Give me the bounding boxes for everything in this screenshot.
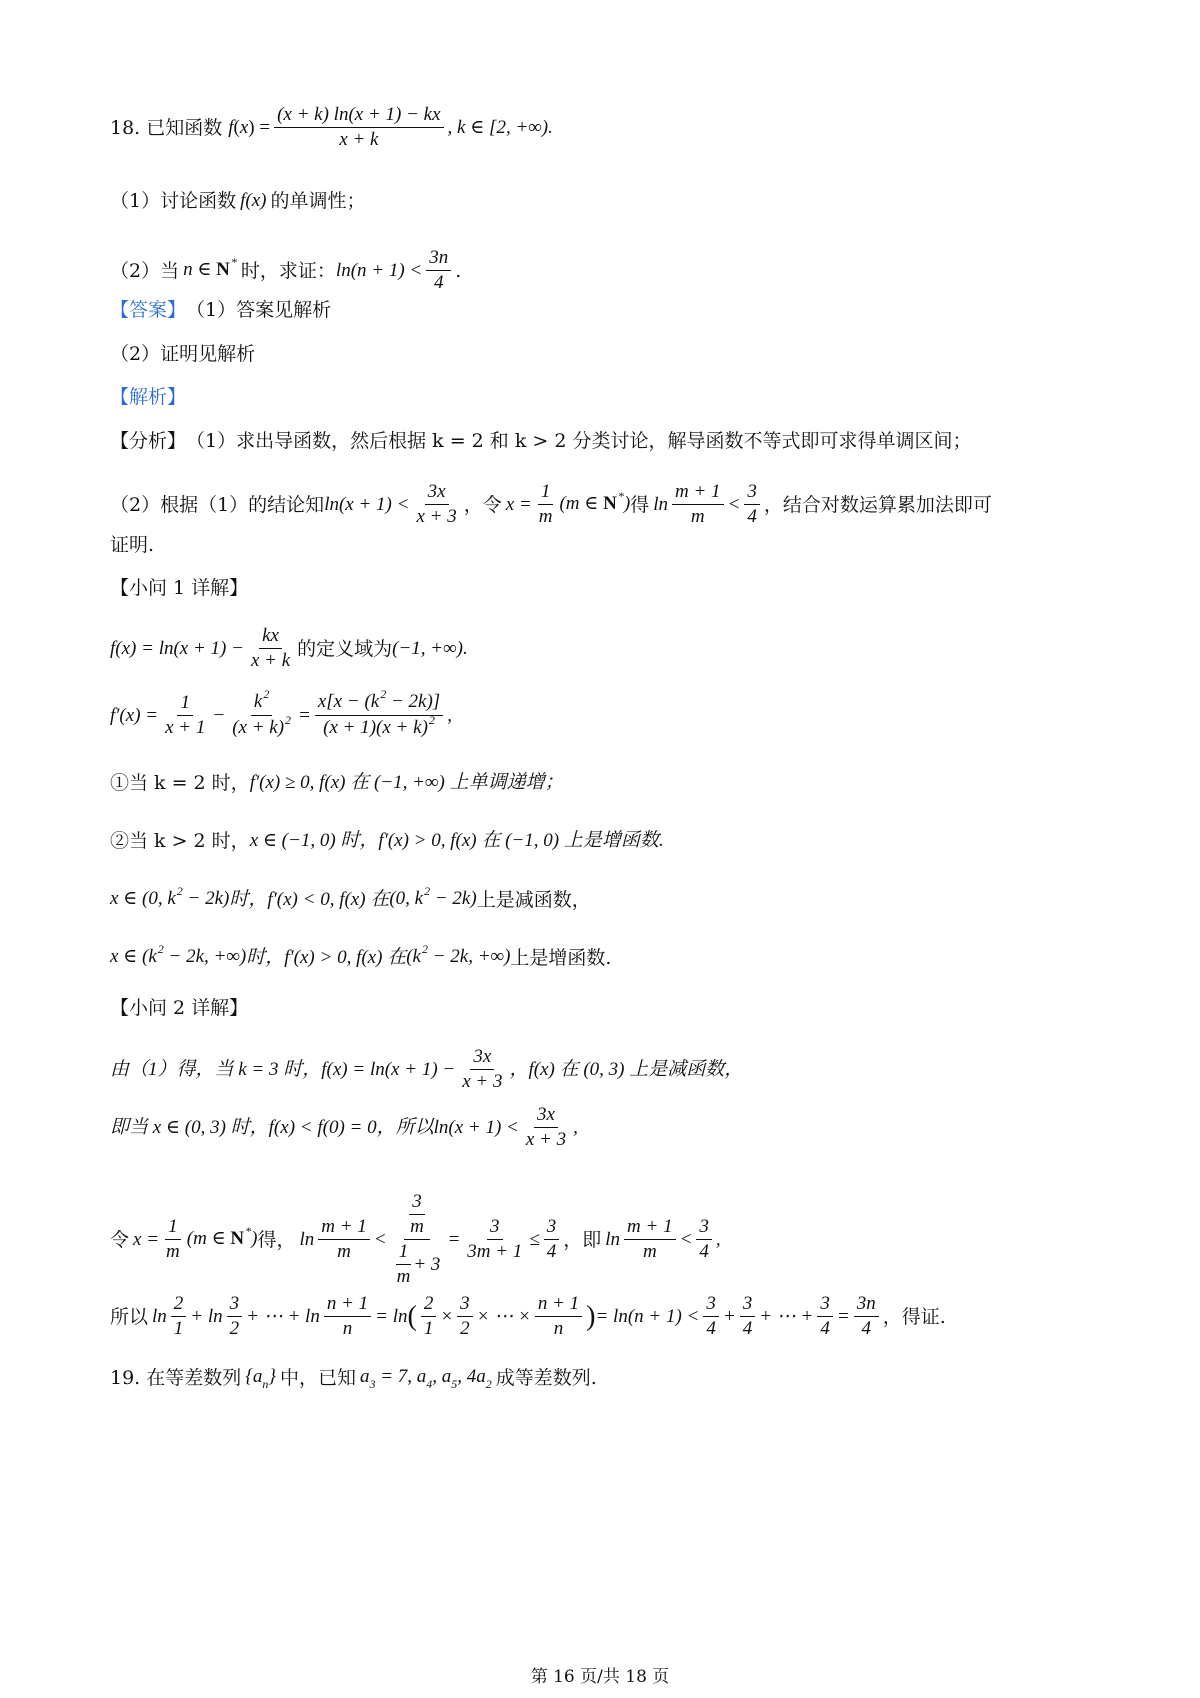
fenxi-label: 【分析】 [110,430,187,452]
sub1-label-line [110,575,1120,601]
fenxi-text2d: ，结合对数运算累加法即可 [763,493,992,516]
sub2-l3-b: 得， [257,1228,296,1251]
sub2-l3-a: 令 [110,1228,130,1251]
sub2-line1: 由（1）得，当 k = 3 时， f(x) = ln(x + 1) − $\frac{3x}{x + 3}$ ，f(x) 在 (0, 3) 上是减函数， [110,1046,744,1092]
stem-text: 已知函数 [146,116,223,139]
fenxi-text2b: ，令 [463,493,502,516]
q19-stem: 19. 在等差数列 $\{a_n\}$ 中，已知 $a_3 = 7$, $a_4$, $a_5$, $4a_2$ 成等差数列. [110,1366,597,1391]
answer-label: 【答案】 [110,299,187,321]
case3-end: 上是减函数， [476,888,591,911]
sub2-label: 【小问 2 详解】 [110,997,249,1019]
q18-part2: （2）当 n ∈ N* 时，求证： ln(n + 1) < $\frac{3n}{4}$ . [110,247,462,293]
case2-a: ②当 k > 2 时， [110,830,250,852]
sub1-domain-line: f(x) = ln(x + 1) − $\frac{kx}{x + k}$ 的定义域为 (−1, +∞). [110,625,468,671]
sub2-line4: 所以 ln $\frac{2}{1}$ + ln $\frac{3}{2}$ + ⋯ + ln $\frac{n + 1}{n}$ = ln ( $\frac{2}{1}$ × $\frac{3}{2}$ × ⋯ × $\frac{n + 1}{n}$ ) = ln(n + 1) < $\frac{3}{4}$ + $\frac{3}{4}$ + ⋯ + $\frac{3}{4}$ = $\frac{3n}{4}$ ，得证. [110,1293,946,1339]
sub2-l1-b: ，f(x) 在 (0, 3) 上是减函数， [509,1058,744,1080]
sub1-case2 [110,828,1120,854]
sub2-l4-a: 所以 [110,1305,149,1328]
fraction-3n-4: $\frac{3n}{4}$ [426,246,451,295]
case4-end: 上是增函数. [510,946,612,969]
analysis-label: 【解析】 [110,386,187,408]
fenxi-text2a: （2）根据（1）的结论知 [110,493,325,516]
q19-text-b: 中，已知 [279,1366,356,1389]
sub2-l1-a: 由（1）得，当 k = 3 时， [110,1058,322,1080]
page-footer: 第 16 页/共 18 页 [530,1667,670,1687]
question-number: 19. [110,1366,141,1389]
fenxi-text3: 证明. [110,534,155,556]
period: . [455,259,462,282]
answer-line2 [110,341,1120,367]
case1-b: f′(x) ≥ 0, f(x) 在 (−1, +∞) 上单调递增； [249,772,564,793]
answer-part2: （2）证明见解析 [110,343,256,365]
sub2-l2-a: 即当 x ∈ (0, 3) 时，f(x) < f(0) = 0，所以 [110,1116,434,1138]
case4-text: 时，f′(x) > 0, f(x) 在 [246,946,407,968]
answer-part1: （1）答案见解析 [186,299,332,321]
condition-text: , k ∈ [2, +∞). [447,116,553,138]
fenxi-text2c: 得 [630,493,650,516]
sub1-case4: x ∈ ($k^2 - 2k$, +∞) 时，f′(x) > 0, f(x) 在 ($k^2 - 2k$, +∞) 上是增函数. [110,942,612,969]
fraction-fx: $\frac{(x + k) \ln(x + 1) - kx}{x + k}$ [274,103,443,152]
q19-text-a: 在等差数列 [146,1366,242,1389]
case3-text: 时，f′(x) < 0, f(x) 在 [229,888,390,910]
sub2-l3-c: ，即 [563,1228,602,1251]
fenxi-text1: （1）求出导函数，然后根据 k = 2 和 k > 2 分类讨论，解导函数不等式即可求得单调区间； [186,430,972,452]
fenxi-line1 [110,428,1120,454]
case2-b: x ∈ (−1, 0) 时，f′(x) > 0, f(x) 在 (−1, 0) 上是增函数. [249,830,664,851]
sub1-case3: x ∈ (0, $k^2 - 2k$) 时，f′(x) < 0, f(x) 在 (0, $k^2 - 2k$) 上是减函数， [110,884,591,911]
domain-text: 的定义域为 [297,637,393,660]
sub2-line2: 即当 x ∈ (0, 3) 时，f(x) < f(0) = 0，所以 ln(x + 1) < $\frac{3x}{x + 3}$ , [110,1104,578,1150]
sub1-derivative-line: f′(x) = $\frac{1}{x + 1}$ − $\frac{k^2}{(x + k)^2}$ = $\frac{x[x - (k^2 - 2k)]}{(x + 1)(x + k)^2}$ , [110,687,452,738]
analysis-label-line [110,384,1120,410]
part1-suffix: 的单调性； [270,190,366,212]
sub2-l4-end: ，得证. [882,1305,946,1328]
answer-line1 [110,297,1120,323]
sub2-line3: 令 x = $\frac{1}{m}$ (m ∈ N*) 得， ln $\frac{m + 1}{m}$ < $\frac{3}{m}$ $\frac{1}{m}$ + 3 = $\frac{3}{3m + 1}$ ≤ $\frac{3}{4}$ ，即 ln $\frac{m + 1}{m}$ < $\frac{3}{4}$ , [110,1191,721,1287]
part2-text: （2）当 [110,259,180,282]
part2-mid: 时，求证： [240,259,336,282]
fenxi-line2: （2）根据（1）的结论知 ln(x + 1) < $\frac{3x}{x + 3}$ ，令 x = $\frac{1}{m}$ (m ∈ N*) 得 ln $\frac{m + 1}{m}$ < $\frac{3}{4}$ ，结合对数运算累加法即可 [110,481,992,527]
sub2-label-line [110,995,1120,1021]
case1-a: ①当 k = 2 时， [110,772,250,794]
sub1-label: 【小问 1 详解】 [110,577,249,599]
q19-text-c: 成等差数列. [495,1366,597,1389]
q18-part1: （1）讨论函数 f(x) 的单调性； [110,190,366,212]
sub1-case1 [110,770,1120,796]
part1-text: （1）讨论函数 [110,190,237,212]
question-number: 18. [110,116,141,139]
q18-stem: 18. 已知函数 f ( x ) = $\frac{(x + k) \ln(x + 1) - kx}{x + k}$ , k ∈ [2, +∞). [110,104,553,150]
fenxi-line3 [110,532,1120,558]
